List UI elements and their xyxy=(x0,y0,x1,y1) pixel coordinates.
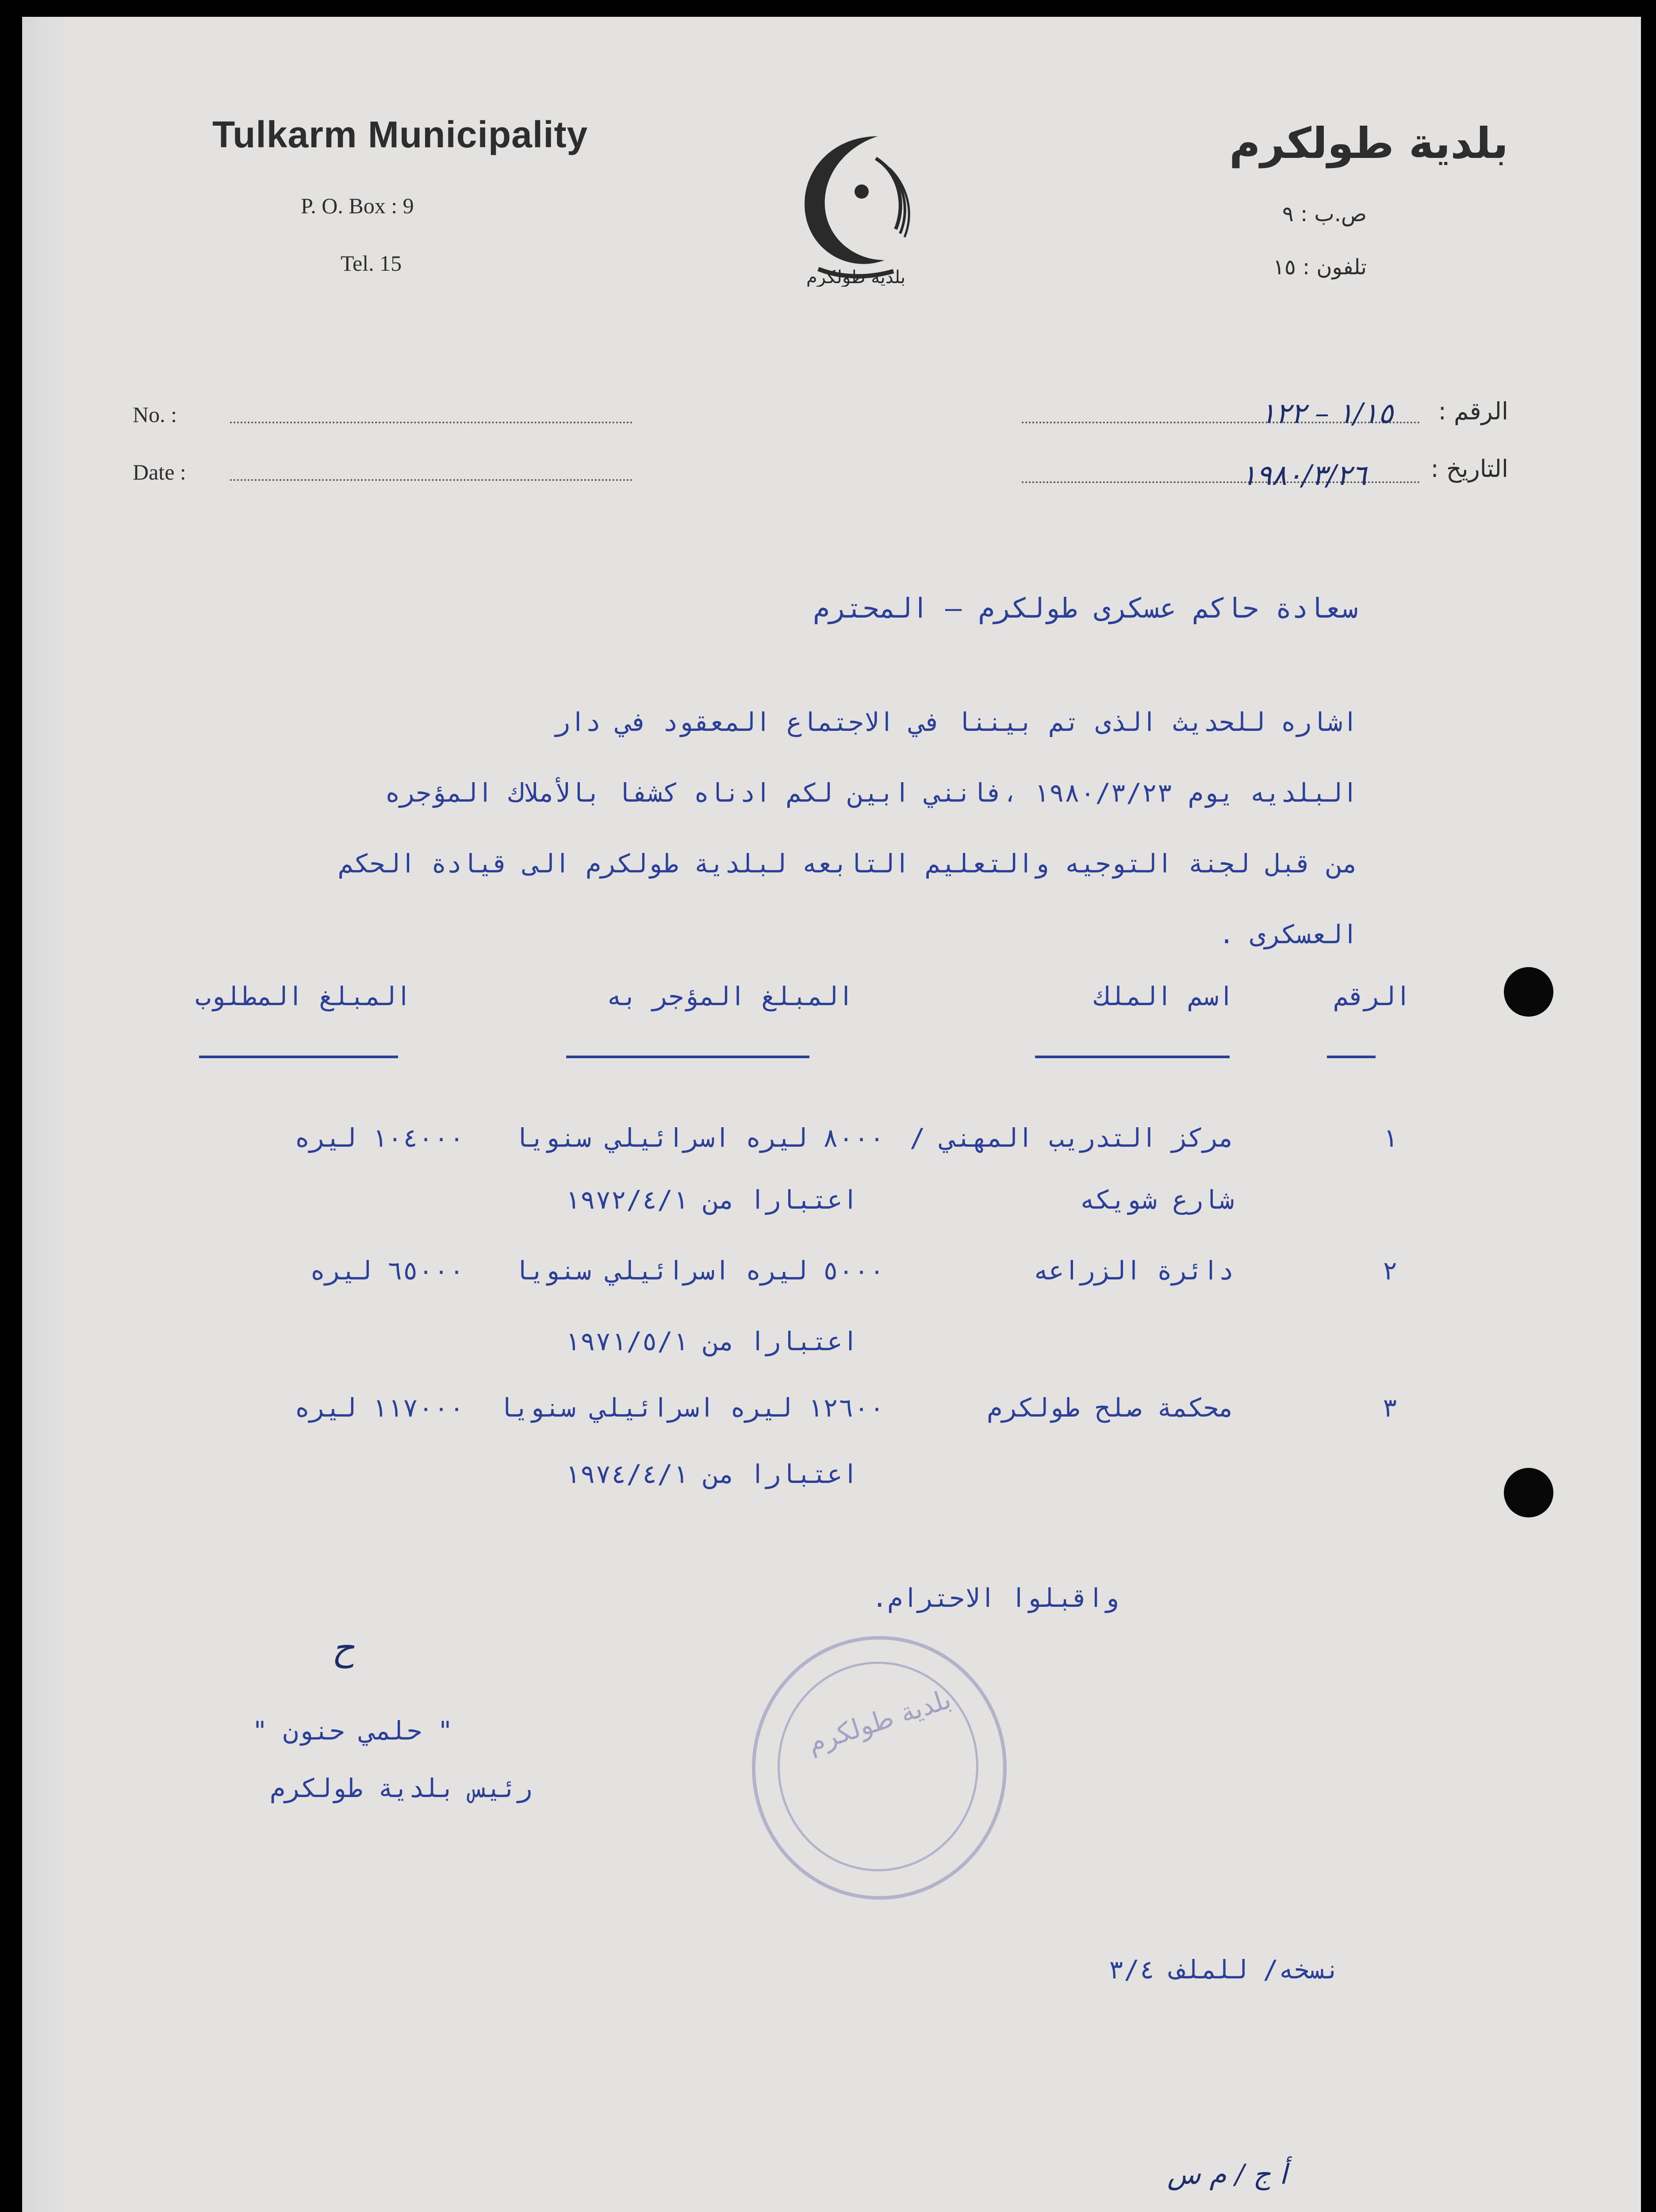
arabic-pobox: ص.ب : ٩ xyxy=(1282,202,1367,227)
header-required-underline xyxy=(199,1056,398,1058)
row-2-required-amount: ٦٥٠٠٠ ليره xyxy=(310,1256,464,1286)
official-stamp-text: بلدية طولكرم xyxy=(804,1683,955,1759)
signatory-title: رئيس بلدية طولكرم xyxy=(270,1773,533,1803)
body-line-1: اشاره للحديث الذى تم بيننا في الاجتماع المعقود في دار xyxy=(555,707,1358,737)
english-tel: Tel. 15 xyxy=(341,251,402,276)
copy-note: نسخه/ للملف ٣/٤ xyxy=(1108,1955,1340,1985)
arabic-no-label: الرقم : xyxy=(1438,397,1508,425)
body-line-3: من قبل لجنة التوجيه والتعليم التابعه لبلدية طولكرم الى قيادة الحكم xyxy=(338,849,1358,879)
addressee-line: سعادة حاكم عسكرى طولكرم – المحترم xyxy=(813,592,1358,624)
row-2-number: ٢ xyxy=(1382,1256,1398,1286)
official-stamp xyxy=(752,1636,1007,1900)
municipality-emblem-icon xyxy=(765,119,933,287)
arabic-tel: تلفون : ١٥ xyxy=(1273,255,1367,280)
reference-date-value: ١٩٨٠/٣/٢٦ xyxy=(1241,459,1367,492)
row-1-property-line2: شارع شويكه xyxy=(1079,1185,1234,1215)
english-no-dotted-line xyxy=(230,422,632,423)
header-rent-underline xyxy=(566,1056,809,1058)
letter-paper xyxy=(22,17,1641,2212)
english-pobox: P. O. Box : 9 xyxy=(301,193,414,218)
signatory-name: " حلمي حنون " xyxy=(252,1716,453,1746)
header-property-underline xyxy=(1035,1056,1230,1058)
header-number: الرقم xyxy=(1334,981,1411,1011)
english-no-label: No. : xyxy=(133,402,177,427)
header-required-amount: المبلغ المطلوب xyxy=(195,981,411,1011)
row-3-rent: ١٢٦٠٠ ليره اسرائيلي سنويا xyxy=(498,1393,885,1423)
row-2-property: دائرة الزراعه xyxy=(1033,1256,1234,1286)
english-municipality-name: Tulkarm Municipality xyxy=(212,114,588,155)
row-1-property: مركز التدريب المهني / xyxy=(909,1123,1234,1153)
row-3-required-amount: ١١٧٠٠٠ ليره xyxy=(294,1393,464,1423)
header-rent-amount: المبلغ المؤجر به xyxy=(606,981,854,1011)
body-line-2: البلديه يوم ١٩٨٠/٣/٢٣ ،فانني ابين لكم ادناه كشفا بالأملاك المؤجره xyxy=(385,778,1358,808)
english-date-label: Date : xyxy=(133,460,186,484)
row-1-number: ١ xyxy=(1382,1123,1398,1153)
header-number-underline xyxy=(1327,1056,1376,1058)
row-1-rent-start: اعتبارا من ١٩٧٢/٤/١ xyxy=(564,1185,858,1215)
row-2-rent-start: اعتبارا من ١٩٧١/٥/١ xyxy=(564,1326,858,1356)
typist-initials: أ ج / م س xyxy=(1167,2158,1287,2190)
english-date-dotted-line xyxy=(230,479,632,481)
body-line-4: العسكرى . xyxy=(1219,919,1358,949)
header-property-name: اسم الملك xyxy=(1095,981,1234,1011)
row-1-rent: ٨٠٠٠ ليره اسرائيلي سنويا xyxy=(514,1123,885,1153)
row-1-required-amount: ١٠٤٠٠٠ ليره xyxy=(294,1123,464,1153)
closing-line: واقبلوا الاحترام. xyxy=(872,1583,1119,1613)
paper-edge-shadow xyxy=(22,17,71,2212)
punch-hole-lower xyxy=(1504,1468,1553,1517)
handwritten-signature: ح xyxy=(332,1627,355,1668)
row-2-rent: ٥٠٠٠ ليره اسرائيلي سنويا xyxy=(514,1256,885,1286)
row-3-number: ٣ xyxy=(1382,1393,1398,1423)
punch-hole-upper xyxy=(1504,967,1553,1017)
arabic-municipality-name: بلدية طولكرم xyxy=(1229,119,1508,168)
arabic-date-label: التاريخ : xyxy=(1430,455,1508,483)
row-3-property: محكمة صلح طولكرم xyxy=(987,1393,1234,1423)
emblem-caption: بلدية طولكرم xyxy=(806,267,906,287)
row-3-rent-start: اعتبارا من ١٩٧٤/٤/١ xyxy=(564,1459,858,1489)
reference-number-value: ١/١٥ – ١٢٢ xyxy=(1260,397,1393,430)
